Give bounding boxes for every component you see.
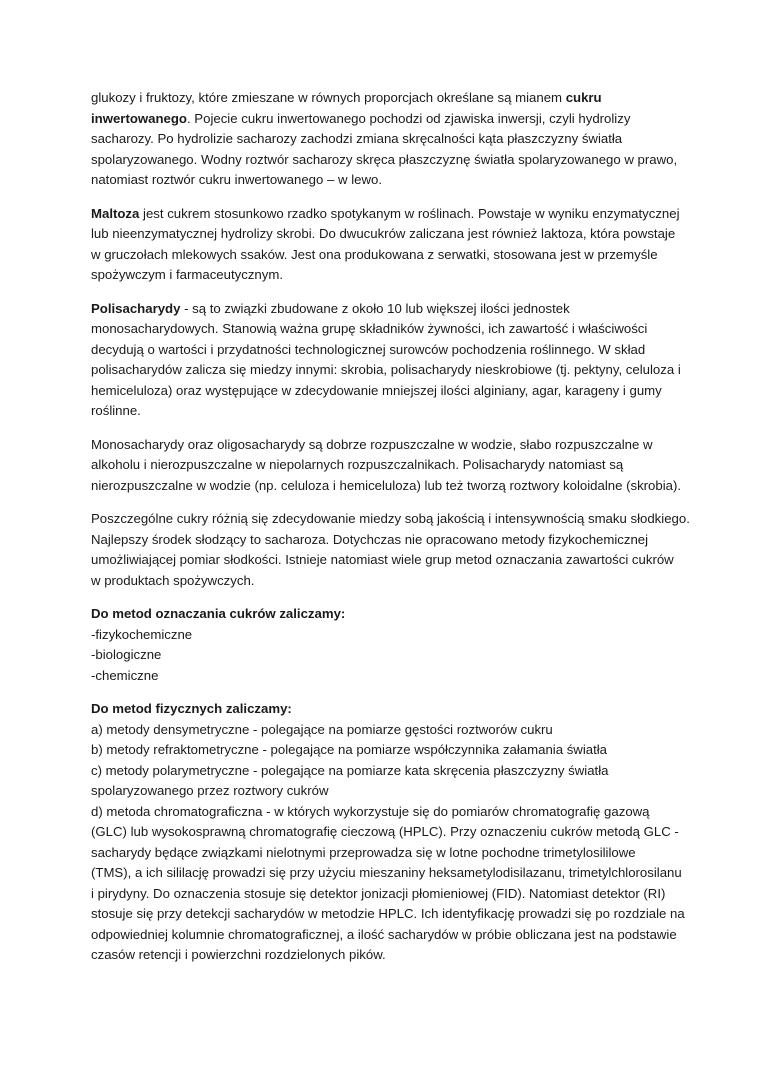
- paragraph-sweetness: Poszczególne cukry różnią się zdecydowanie miedzy sobą jakością i intensywnością smaku słodkiego. Najlepszy środek słodzący to sacharoza. Dotychczas nie opracowano metody fizykochemicznej umożliwiającej pomiar słodkości. Istnieje natomiast wiele grup metod oznaczania zawartości cukrów w produktach spożywczych.: [91, 511, 690, 588]
- methods-list: [91, 604, 677, 686]
- list-item: c) metody polarymetryczne - polegające na pomiarze kata skręcenia płaszczyzny światła: [91, 762, 609, 778]
- list-item: -biologiczne: [91, 647, 162, 662]
- list-item: a) metody densymetryczne - polegające na pomiarze gęstości roztworów cukru: [91, 721, 553, 737]
- paragraph-maltose: Maltoza jest cukrem stosunkowo rzadko spotykanym w roślinach. Powstaje w wyniku enzymatycznej lub nieenzymatycznej hydrolizy skrobi. Do dwucukrów zaliczana jest również laktoza, która powstaje w gruczołach mlekowych ssaków. Jest ona produkowana z serwatki, stosowana jest w przemyśle spożywczym i farmaceutycznym.: [91, 205, 680, 282]
- document-page: [91, 88, 690, 979]
- physical-methods-heading: Do metod fizycznych zaliczamy:: [91, 701, 292, 716]
- term-maltose: Maltoza: [91, 205, 140, 221]
- physical-methods-list: Do metod fizycznych zaliczamy: a) metody densymetryczne - polegające na pomiarze gęstości roztworów cukru b) metody refraktometryczne - polegające na pomiarze współczynnika załamania światła c) metody polarymetryczne - polegające na pomiarze kata skręcenia płaszczyzny światła spolaryzowanego przez roztwory cukrów d) metoda chromatograficzna - w których wykorzystuje się do pomiarów chromatografię gazową (GLC) lub wysokosprawną chromatografię cieczową (HPLC). Przy oznaczeniu cukrów metodą GLC - sacharydy będące związkami nielotnymi przeprowadza się w lotne pochodne trimetylosililowe (TMS), a ich sililację prowadzi się przy użyciu mieszaniny heksametylodisilazanu, trimetylchlorosilanu i pirydyny. Do oznaczenia stosuje się detektor jonizacji płomieniowej (FID). Natomiast detektor (RI) stosuje się przy detekcji sacharydów w metodzie HPLC. Ich identyfikację prowadzi się po rozdziale na odpowiedniej kolumnie chromatograficznej, a ilość sacharydów w próbie obliczana jest na podstawie czasów retencji i powierzchni rozdzielonych pików.: [91, 701, 685, 962]
- list-item: -fizykochemiczne: [91, 626, 193, 642]
- paragraph-invert-sugar: glukozy i fruktozy, które zmieszane w równych proporcjach określane są mianem cukru inwertowanego. Pojecie cukru inwertowanego pochodzi od zjawiska inwersji, czyli hydrolizy sacharozy. Po hydrolizie sacharozy zachodzi zmiana skręcalności kąta płaszczyzny światła spolaryzowanego. Wodny roztwór sacharozy skręca płaszczyznę światła spolaryzowanego w prawo, natomiast roztwór cukru inwertowanego – w lewo.: [91, 90, 678, 187]
- list-item: d) metoda chromatograficzna - w których wykorzystuje się do pomiarów chromatografię gazową: [91, 803, 650, 819]
- term-invert-sugar-cont: inwertowanego: [91, 110, 187, 126]
- paragraph-solubility: Monosacharydy oraz oligosacharydy są dobrze rozpuszczalne w wodzie, słabo rozpuszczalne w alkoholu i nierozpuszczalne w niepolarnych rozpuszczalnikach. Polisacharydy natomiast są nierozpuszczalne w wodzie (np. celuloza i hemiceluloza) lub też tworzą roztwory koloidalne (skrobia).: [91, 436, 682, 493]
- paragraph-polysaccharides: Polisacharydy - są to związki zbudowane z około 10 lub większej ilości jednostek monosacharydowych. Stanowią ważna grupę składników żywności, ich zawartość i właściwości decydują o wartości i przydatności technologicznej surowców pochodzenia roślinnego. W skład polisacharydów zalicza się miedzy innymi: skrobia, polisacharydy nieskrobiowe (tj. pektyny, celuloza i hemiceluloza) oraz występujące w zdecydowanie mniejszej ilości alginiany, agar, karageny i gumy roślinne.: [91, 300, 681, 418]
- term-polysaccharides: Polisacharydy: [91, 300, 181, 316]
- term-invert-sugar: cukru: [565, 90, 602, 105]
- list-item: b) metody refraktometryczne - polegające na pomiarze współczynnika załamania światła: [91, 742, 608, 757]
- methods-heading: Do metod oznaczania cukrów zaliczamy:: [91, 606, 346, 621]
- list-item: -chemiczne: [91, 667, 159, 683]
